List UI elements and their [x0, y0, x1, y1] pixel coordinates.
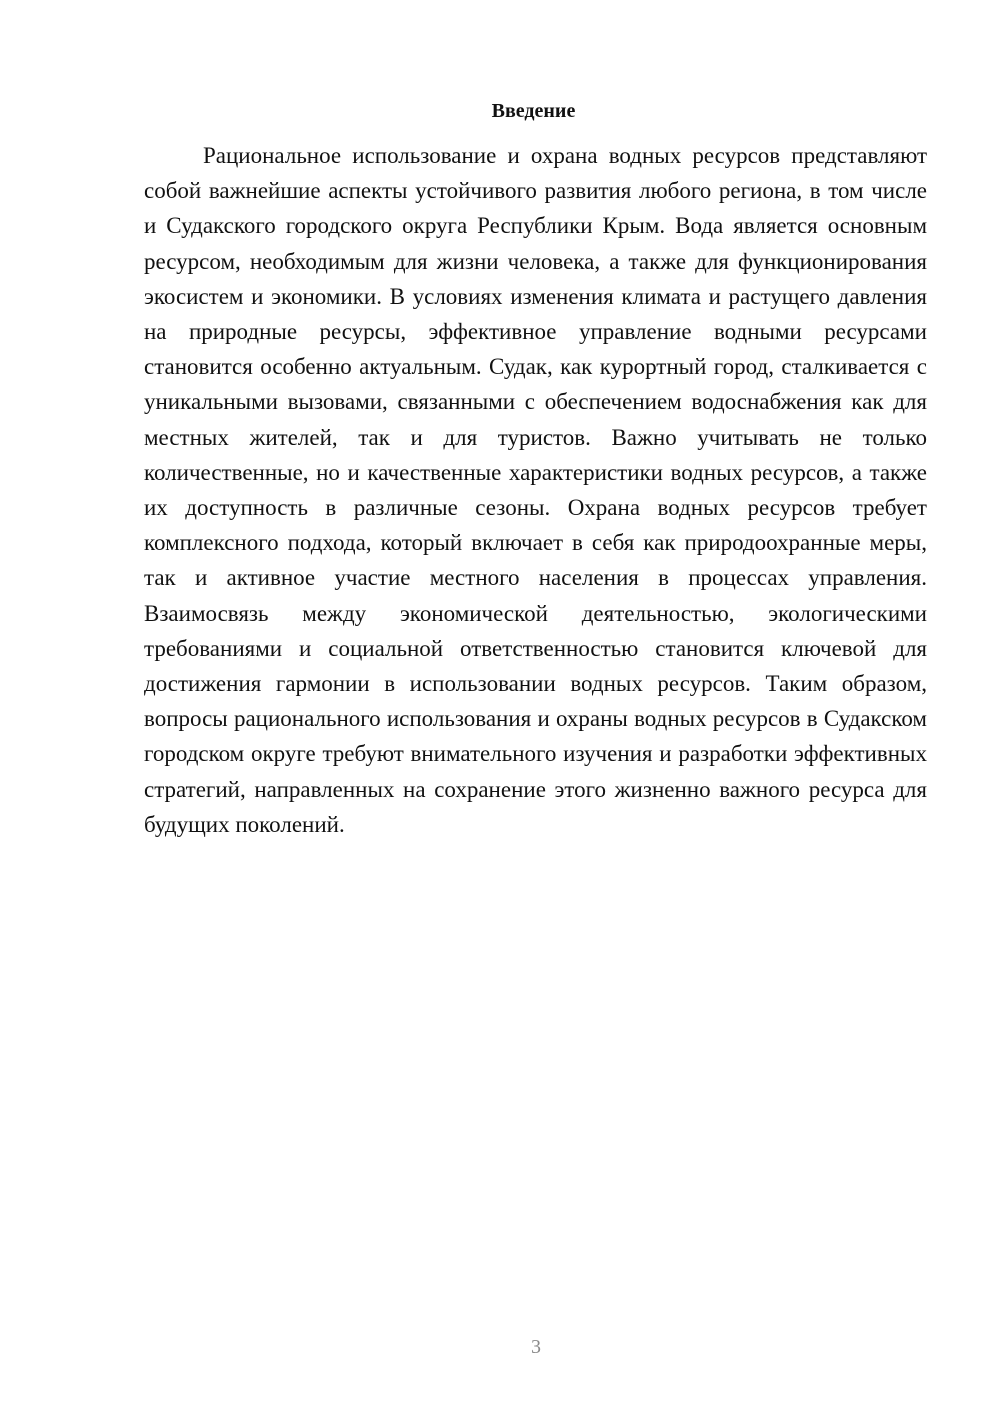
page-number: 3 [531, 1336, 541, 1358]
section-title: Введение [491, 100, 576, 122]
intro-paragraph: Рациональное использование и охрана водных ресурсов представляют собой важнейшие аспекты устойчивого развития любого региона, в том числе и Судакского городского округа Республики Крым. Вода является основным ресурсом, необходимым для жизни человека, а также для функционирования экосистем и экономики. В условиях изменения климата и растущего давления на природные ресурсы, эффективное управление водными ресурсами становится особенно актуальным. Судак, как курортный город, сталкивается с уникальными вызовами, связанными с обеспечением водоснабжения как для местных жителей, так и для туристов. Важно учитывать не только количественные, но и качественные характеристики водных ресурсов, а также их доступность в различные сезоны. Охрана водных ресурсов требует комплексного подхода, который включает в себя как природоохранные меры, так и активное участие местного населения в процессах управления. Взаимосвязь между экономической деятельностью, экологическими требованиями и социальной ответственностью становится ключевой для достижения гармонии в использовании водных ресурсов. Таким образом, вопросы рационального использования и охраны водных ресурсов в Судакском городском округе требуют внимательного изучения и разработки эффективных стратегий, направленных на сохранение этого жизненно важного ресурса для будущих поколений. [144, 143, 927, 837]
page-content [144, 96, 927, 842]
